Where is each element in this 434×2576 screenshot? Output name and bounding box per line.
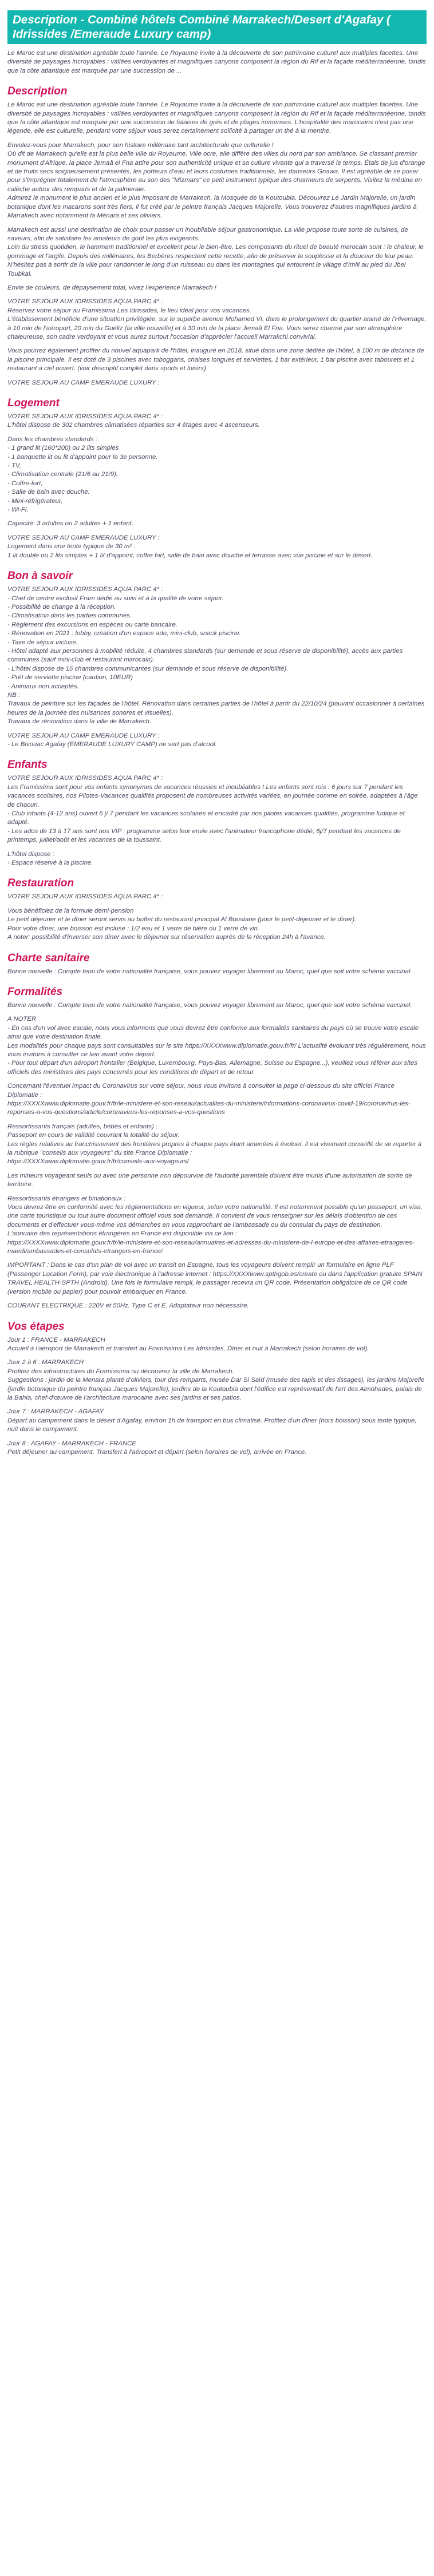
text-line: Réservez votre séjour au Framissima Les Idrissides, le lieu idéal pour vos vacances. bbox=[7, 307, 252, 314]
section-restauration bbox=[7, 877, 427, 942]
text-line: Accueil à l'aéroport de Marrakech et transfert au Framissima Les Idrissides. Dîner et nuit à Marrakech (selon horaires de vol). bbox=[7, 1345, 369, 1352]
section-enfants bbox=[7, 758, 427, 867]
text-line: - Hôtel adapté aux personnes à mobilité réduite, 4 chambres standards (sur demande et sous réserve de disponibilité), accès aux parties communes (sauf mini-club et restaurant marocain). bbox=[7, 647, 403, 664]
text-line: VOTRE SEJOUR AUX IDRISSIDES AQUA PARC 4* : bbox=[7, 298, 163, 306]
text-line: Profitez des infrastructures du Framissima ou découvrez la ville de Marrakech. bbox=[7, 1368, 234, 1375]
paragraph-block bbox=[7, 284, 427, 292]
text-line: L'hôtel dispose : bbox=[7, 850, 54, 858]
paragraph-block bbox=[7, 1082, 427, 1117]
text-line: N'hésitez pas à sortir de la ville pour randonner le long d'un ruisseau ou dans les montagnes qui entourent le village d'Imlil au pied du Jbel Toubkal. bbox=[7, 261, 406, 278]
text-line: - Animaux non acceptés. bbox=[7, 683, 79, 690]
text-line: - Wi-Fi. bbox=[7, 506, 29, 514]
paragraph-block bbox=[7, 1408, 427, 1434]
sections-container bbox=[7, 85, 427, 1457]
text-line: - Mini-réfrigérateur, bbox=[7, 497, 63, 505]
paragraph-block bbox=[7, 1015, 427, 1077]
text-line: Jour 8 : AGAFAY - MARRAKECH - FRANCE bbox=[7, 1440, 136, 1447]
section-heading: Description bbox=[7, 85, 68, 98]
paragraph-block bbox=[7, 1261, 427, 1297]
text-line: Marrakech est aussi une destination de choix pour passer un inoubliable séjour gastronomique. La ville propose toute sorte de cuisines, de saveurs, afin de satisfaire les amateurs de goût les plus exigeants. bbox=[7, 226, 408, 242]
text-line: Ressortissants étrangers et binationaux : bbox=[7, 1195, 126, 1202]
text-line: VOTRE SEJOUR AUX IDRISSIDES AQUA PARC 4* : bbox=[7, 413, 163, 420]
section-charte-sanitaire bbox=[7, 952, 427, 976]
text-line: - Club infants (4-12 ans) ouvert 6 j/ 7 pendant les vacances scolaires et encadré par nos pilotes vacances qualifiés, programme ludique et adapté. bbox=[7, 810, 405, 826]
text-line: 1 lit double ou 2 lits simples + 1 lit d'appoint, coffre fort, salle de bain avec douche et terrasse avec vue piscine et sur le désert. bbox=[7, 552, 373, 559]
text-line: IMPORTANT : Dans le cas d'un plan de vol avec un transit en Espagne, tous les voyageurs doivent remplir un formulaire en ligne PLF (Passenger Location Form), par voie électronique à l'adresse internet : https://XXXXwww.spthgob.es/create ou dans l'application gratuite SPAIN TRAVEL HEALTH-SPTH (Android). Une fois le formulaire rempli, le passager recevra un QR code. Présentation obligatoire de ce QR code (version mobile ou papier) pour pouvoir embarquer en France. bbox=[7, 1262, 423, 1295]
paragraph-block bbox=[7, 101, 427, 136]
text-line: https://XXXXwww.diplomatie.gouv.fr/fr/le-ministere-et-son-reseau/annuaires-et-adresses-du-ministere-de-l-europe-et-des-affaires-etrangeres-maedi/ambassades-et-consulats-etrangers-en-france/ bbox=[7, 1239, 415, 1255]
text-line: - 1 banquette lit ou lit d'appoint pour la 3e personne. bbox=[7, 453, 158, 461]
section-vos-etapes bbox=[7, 1320, 427, 1457]
text-line: Suggestions : jardin de la Menara planté d'oliviers, tour des remparts, musée Dar Si Saïd (musée des tapis et des tissages), les jardins Majorelle (jardin botanique du peintre français Jacques Majorelle), jardins de la Koutoubia dont l'édifice est représentatif de l'art des Almohades, palais de la Bahia, chef-d'œuvre de l'architecture marocaine avec ses jardins et ses patios. bbox=[7, 1377, 425, 1401]
text-line: - Possibilité de change à la réception. bbox=[7, 603, 116, 611]
paragraph-block bbox=[7, 1302, 427, 1310]
text-line: Les modalités pour chaque pays sont consultables sur le site https://XXXXwww.diplomatie.gouv.fr/fr/ L'actualité évoluant très régulièrement, nous vous invitons à consulter ce lien avant votre départ. bbox=[7, 1042, 426, 1058]
text-line: - Prêt de serviette piscine (caution, 10EUR) bbox=[7, 674, 133, 681]
text-line: NB : bbox=[7, 691, 21, 699]
paragraph-block bbox=[7, 1336, 427, 1354]
paragraph-block bbox=[7, 907, 427, 942]
text-line: Jour 7 : MARRAKECH - AGAFAY bbox=[7, 1408, 104, 1416]
section-heading: Bon à savoir bbox=[7, 570, 73, 582]
paragraph-block bbox=[7, 732, 427, 750]
text-line: Vous pourrez également profiter du nouvel aquapark de l'hôtel, inauguré en 2018, situé dans une zone dédiée de l'hôtel, à 100 m de distance de la piscine principale. Il est doté de 3 piscines avec toboggans, chaises longues et serviettes, 1 bar extérieur, 1 bar piscine avec tabourets et 1 restaurant à ciel ouvert. (voir descriptif complet dans sports et loisirs) bbox=[7, 347, 424, 372]
paragraph-block bbox=[7, 893, 427, 901]
text-line: Ressortissants français (adultes, bébés et enfants) : bbox=[7, 1123, 158, 1130]
text-line: VOTRE SEJOUR AU CAMP EMERAUDE LUXURY : bbox=[7, 379, 160, 386]
paragraph-block bbox=[7, 435, 427, 515]
section-heading: Enfants bbox=[7, 759, 48, 771]
text-line: - Le Bivouac Agafay (EMERAUDE LUXURY CAMP) ne sert pas d'alcool. bbox=[7, 741, 217, 748]
text-line: Travaux de peinture sur les façades de l'hôtel. Rénovation dans certaines parties de l'hôtel à partir du 22/10/24 (pouvant occasionner à certaines heures de la journée des nuisances sonores et visuelles). bbox=[7, 700, 425, 716]
text-line: Envie de couleurs, de dépaysement total, vivez l'expérience Marrakech ! bbox=[7, 284, 216, 291]
paragraph-block bbox=[7, 413, 427, 430]
text-line: A NOTER bbox=[7, 1016, 37, 1023]
text-line: A noter: possibilité d'inverser son dîner avec le déjeuner sur réservation auprès de la réception 24h à l'avance. bbox=[7, 934, 326, 941]
text-line: L'annuaire des représentations étrangères en France est disponible via ce lien : bbox=[7, 1230, 238, 1238]
section-logement bbox=[7, 397, 427, 560]
section-bon-a-savoir bbox=[7, 569, 427, 749]
text-line: Petit déjeuner au campement. Transfert à l'aéroport et départ (selon horaires de vol), arrivée en France. bbox=[7, 1448, 307, 1456]
paragraph-block bbox=[7, 298, 427, 342]
text-line: - Les ados de 13 à 17 ans sont nos VIP : programme selon leur envie avec l'animateur francophone dédié, 6j/7 pendant les vacances de printemps, juillet/août et les vacances de la toussaint. bbox=[7, 827, 401, 844]
text-line: Les Framissima sont pour vos enfants synonymes de vacances réussies et inoubliables ! Les enfants sont rois : 6 jours sur 7 pendant les vacances scolaires, nos Pilotes-Vacances qualifiés proposent de nombreuses activités variées, en journée comme en soirée, adaptées à l'âge de chacun. bbox=[7, 783, 418, 809]
paragraph-block bbox=[7, 850, 427, 868]
section-heading: Charte sanitaire bbox=[7, 952, 90, 964]
section-heading: Vos étapes bbox=[7, 1320, 65, 1333]
paragraph-block bbox=[7, 226, 427, 279]
text-line: - Chef de centre exclusif Fram dédié au suivi et à la qualité de votre séjour. bbox=[7, 595, 224, 602]
text-line: COURANT ELECTRIQUE : 220V et 50Hz. Type C et E. Adaptateur non nécessaire. bbox=[7, 1302, 249, 1310]
text-line: Les mineurs voyageant seuls ou avec une personne non dépourvue de l'autorité parentale doivent être munis d'une autorisation de sortie de territoire. bbox=[7, 1172, 412, 1188]
text-line: Envolez-vous pour Marrakech, pour son histoire millénaire tant architecturale que culturelle ! bbox=[7, 141, 274, 149]
text-line: Jour 2 à 6 : MARRAKECH bbox=[7, 1359, 84, 1366]
text-line: Vous devrez être en conformité avec les réglementations en vigueur, selon votre nationalité. Il est notamment possible qu'un passeport, un visa, une carte touristique ou tout autre document officiel vous soit demandé. Il convient de vous renseigner sur les délais d'obtention de ces documents et d'effectuer vous-même vos démarches en vous rapprochant de l'ambassade ou du consulat du pays de destination. bbox=[7, 1204, 423, 1228]
section-formalites bbox=[7, 985, 427, 1311]
text-line: Vous bénéficiez de la formule demi-pension bbox=[7, 907, 134, 914]
paragraph-block bbox=[7, 141, 427, 221]
text-line: VOTRE SEJOUR AUX IDRISSIDES AQUA PARC 4* : bbox=[7, 586, 163, 593]
text-line: - Salle de bain avec douche. bbox=[7, 489, 90, 496]
text-line: - Coffre-fort, bbox=[7, 479, 43, 487]
paragraph-block bbox=[7, 1440, 427, 1457]
section-heading: Logement bbox=[7, 397, 60, 409]
text-line: VOTRE SEJOUR AUX IDRISSIDES AQUA PARC 4* : bbox=[7, 775, 163, 782]
text-line: - Règlement des excursions en espèces ou carte bancaire. bbox=[7, 621, 177, 628]
paragraph-block bbox=[7, 379, 427, 387]
section-heading: Formalités bbox=[7, 985, 63, 998]
text-line: Capacité: 3 adultes ou 2 adultes + 1 enfant. bbox=[7, 520, 134, 528]
title-banner bbox=[7, 10, 427, 44]
text-line: - Taxe de séjour incluse. bbox=[7, 639, 78, 646]
text-line: Les règles relatives au franchissement des frontières propres à chaque pays étant amenées à évoluer, il est vivement conseillé de se reporter à la rubrique "conseils aux voyageurs" du site France Diplomatie : bbox=[7, 1140, 422, 1156]
intro-text: Le Maroc est une destination agréable toute l'année. Le Royaume invite à la découverte de son patrimoine culturel aux multiples facettes. Une diversité de paysages incroyables : vallées verdoyantes et magnifiques canyons composent la région du Rif et la façade méditerranéenne, tandis que la côte atlantique est marquée par une succession de ... bbox=[7, 50, 426, 74]
text-line: L'hôtel dispose de 302 chambres climatisées réparties sur 4 étages avec 4 ascenseurs. bbox=[7, 422, 260, 429]
text-line: - 1 grand lit (160*200) ou 2 lits simples bbox=[7, 445, 119, 452]
text-line: VOTRE SEJOUR AU CAMP EMERAUDE LUXURY : bbox=[7, 732, 160, 739]
section-heading: Restauration bbox=[7, 877, 74, 890]
text-line: Où dit de Marrakech qu'elle est la plus belle ville du Royaume. Ville ocre, elle diffère des villes du nord par son ambiance. Se classant premier monument d'Afrique, la place Jemaâ el Fna attire pour son authenticité unique et sa culture vivante qui a traversé le temps. Étals de jus d'orange et de fruits secs soigneusement présentés, les porteurs d'eau et leurs costumes traditionnels, les danseurs Gnawa. Il est agréable de se poser pour s'imprégner totalement de l'atmosphère au son des "Mizmars" ce petit instrument typique des charmeurs de serpents. Visitez la médina en calèche autour des remparts et de la palmeraie. bbox=[7, 150, 425, 193]
text-line: VOTRE SEJOUR AU CAMP EMERAUDE LUXURY : bbox=[7, 534, 160, 541]
text-line: - TV, bbox=[7, 462, 21, 470]
text-line: - Rénovation en 2021 : lobby, création d'un espace ado, mini-club, snack piscine. bbox=[7, 630, 241, 637]
text-line: Dans les chambres standards : bbox=[7, 435, 98, 443]
paragraph-block bbox=[7, 534, 427, 560]
text-line: - Pour tout départ d'un aéroport frontalier (Belgique, Luxembourg, Pays-Bas, Allemagne, Suisse ou Espagne...), veuillez vous référer aux sites officiels des ministères des pays concernés pour les conditions de départ et de retour. bbox=[7, 1060, 417, 1076]
text-line: Départ au campement dans le désert d'Agafay, environ 1h de transport en bus climatisé. Profitez d'un dîner (hors boisson) sous tente typique, nuit dans le campement. bbox=[7, 1417, 417, 1433]
text-line: Le petit déjeuner et le dîner seront servis au buffet du restaurant principal Al Boustane (pour le petit-déjeuner et le dîner). bbox=[7, 916, 357, 924]
text-line: https://XXXXwww.diplomatie.gouv.fr/fr/le-ministere-et-son-reseau/actualites-du-ministere/informations-coronavirus-covid-19/coronavirus-les-reponses-a-vos-questions/article/coronavirus-les-reponses-a-vos-questions bbox=[7, 1100, 411, 1116]
text-line: Travaux de rénovation dans la ville de Marrakech. bbox=[7, 718, 152, 726]
text-line: Passeport en cours de validité couvrant la totalité du séjour. bbox=[7, 1132, 180, 1139]
page-title: Description - Combiné hôtels Combiné Marrakech/Desert d'Agafay ( Idrissides /Emeraude Luxury camp) bbox=[13, 13, 390, 41]
paragraph-block bbox=[7, 1172, 427, 1190]
paragraph-block bbox=[7, 347, 427, 373]
paragraph-block bbox=[7, 968, 427, 976]
section-description bbox=[7, 85, 427, 387]
text-line: Concernant l'éventuel impact du Coronavirus sur votre séjour, nous vous invitons à consulter la page ci-dessous du site officiel France Diplomatie : bbox=[7, 1083, 394, 1099]
text-line: Logement dans une tente typique de 30 m² : bbox=[7, 543, 136, 550]
text-line: Admirez le monument le plus ancien et le plus imposant de Marrakech, la Mosquée de la Koutoubia. Découvrez Le Jardin Majorelle, un jardin botanique dont les macarons sont très fiers, il fut créé par le peintre français Jacques Majorelle. Vous trouverez d'autres magnifiques jardins à Marrakech avec notamment la Ménara et ses oliviers. bbox=[7, 195, 417, 220]
text-line: - Espace réservé à la piscine. bbox=[7, 859, 93, 867]
paragraph-block bbox=[7, 1001, 427, 1010]
text-line: - Climatisation dans les parties communes. bbox=[7, 612, 132, 620]
paragraph-block bbox=[7, 585, 427, 727]
text-line: Pour votre dîner, une boisson est incluse : 1/2 eau et 1 verre de bière ou 1 verre de vin. bbox=[7, 925, 260, 932]
text-line: https://XXXXwww.diplomatie.gouv.fr/fr/conseils-aux-voyageurs/ bbox=[7, 1158, 189, 1166]
text-line: - En cas d'un vol avec escale, nous vous informons que vous devrez être conforme aux formalités sanitaires du pays où se trouve votre escale ainsi que votre destination finale. bbox=[7, 1024, 419, 1041]
text-line: - L'hôtel dispose de 15 chambres communicantes (sur demande et sous réserve de disponibilité). bbox=[7, 665, 289, 672]
text-line: Bonne nouvelle : Compte tenu de votre nationalité française, vous pouvez voyager librement au Maroc, quel que soit votre schéma vaccinal. bbox=[7, 1001, 412, 1009]
text-line: Jour 1 : FRANCE - MARRAKECH bbox=[7, 1336, 105, 1344]
paragraph-block bbox=[7, 520, 427, 528]
paragraph-block bbox=[7, 1358, 427, 1402]
text-line: Bonne nouvelle : Compte tenu de votre nationalité française, vous pouvez voyager librement au Maroc, quel que soit votre schéma vaccinal. bbox=[7, 968, 412, 975]
text-line: Le Maroc est une destination agréable toute l'année. Le Royaume invite à la découverte de son patrimoine culturel aux multiples facettes. Une diversité de paysages incroyables : vallées verdoyantes et magnifiques canyons composent la région du Rif et la façade méditerranéenne, tandis que la côte atlantique est marquée par une succession de falaises de grès et de plages immenses. L'hospitalité des marocains n'est pas une légende, elle est culturelle, pendant votre séjour vous serez certainement sollicité à partager un thé à la menthe. bbox=[7, 101, 426, 135]
text-line: L'établissement bénéficie d'une situation privilégiée, sur le superbe avenue Mohamed VI, dans le prolongement du quartier animé de l'Hivernage, à 10 min de l'aéroport, 20 min du Guéliz (la ville nouvelle) et à 30 min de la place Jemaâ El Fna. Vous serez charmé par son atmosphère chaleureuse, son cadre verdoyant et vous aurez surtout l'occasion d'apprécier l'accueil Marrakchi convivial. bbox=[7, 316, 427, 340]
text-line: Loin du stress quotidien, le hammam traditionnel et excellent pour le bien-être. Les composants du rituel de beauté marocain sont : le chaleur, le gommage et l'argile. Depuis des millénaires, les Berbères respectent cette recette, afin de préserver la souplesse et la douceur de leur peau. bbox=[7, 244, 424, 260]
text-line: VOTRE SEJOUR AUX IDRISSIDES AQUA PARC 4* : bbox=[7, 893, 163, 901]
text-line: - Climatisation centrale (21/6 au 21/9), bbox=[7, 471, 119, 478]
paragraph-block bbox=[7, 1123, 427, 1167]
paragraph-block bbox=[7, 774, 427, 845]
paragraph-block bbox=[7, 1195, 427, 1257]
